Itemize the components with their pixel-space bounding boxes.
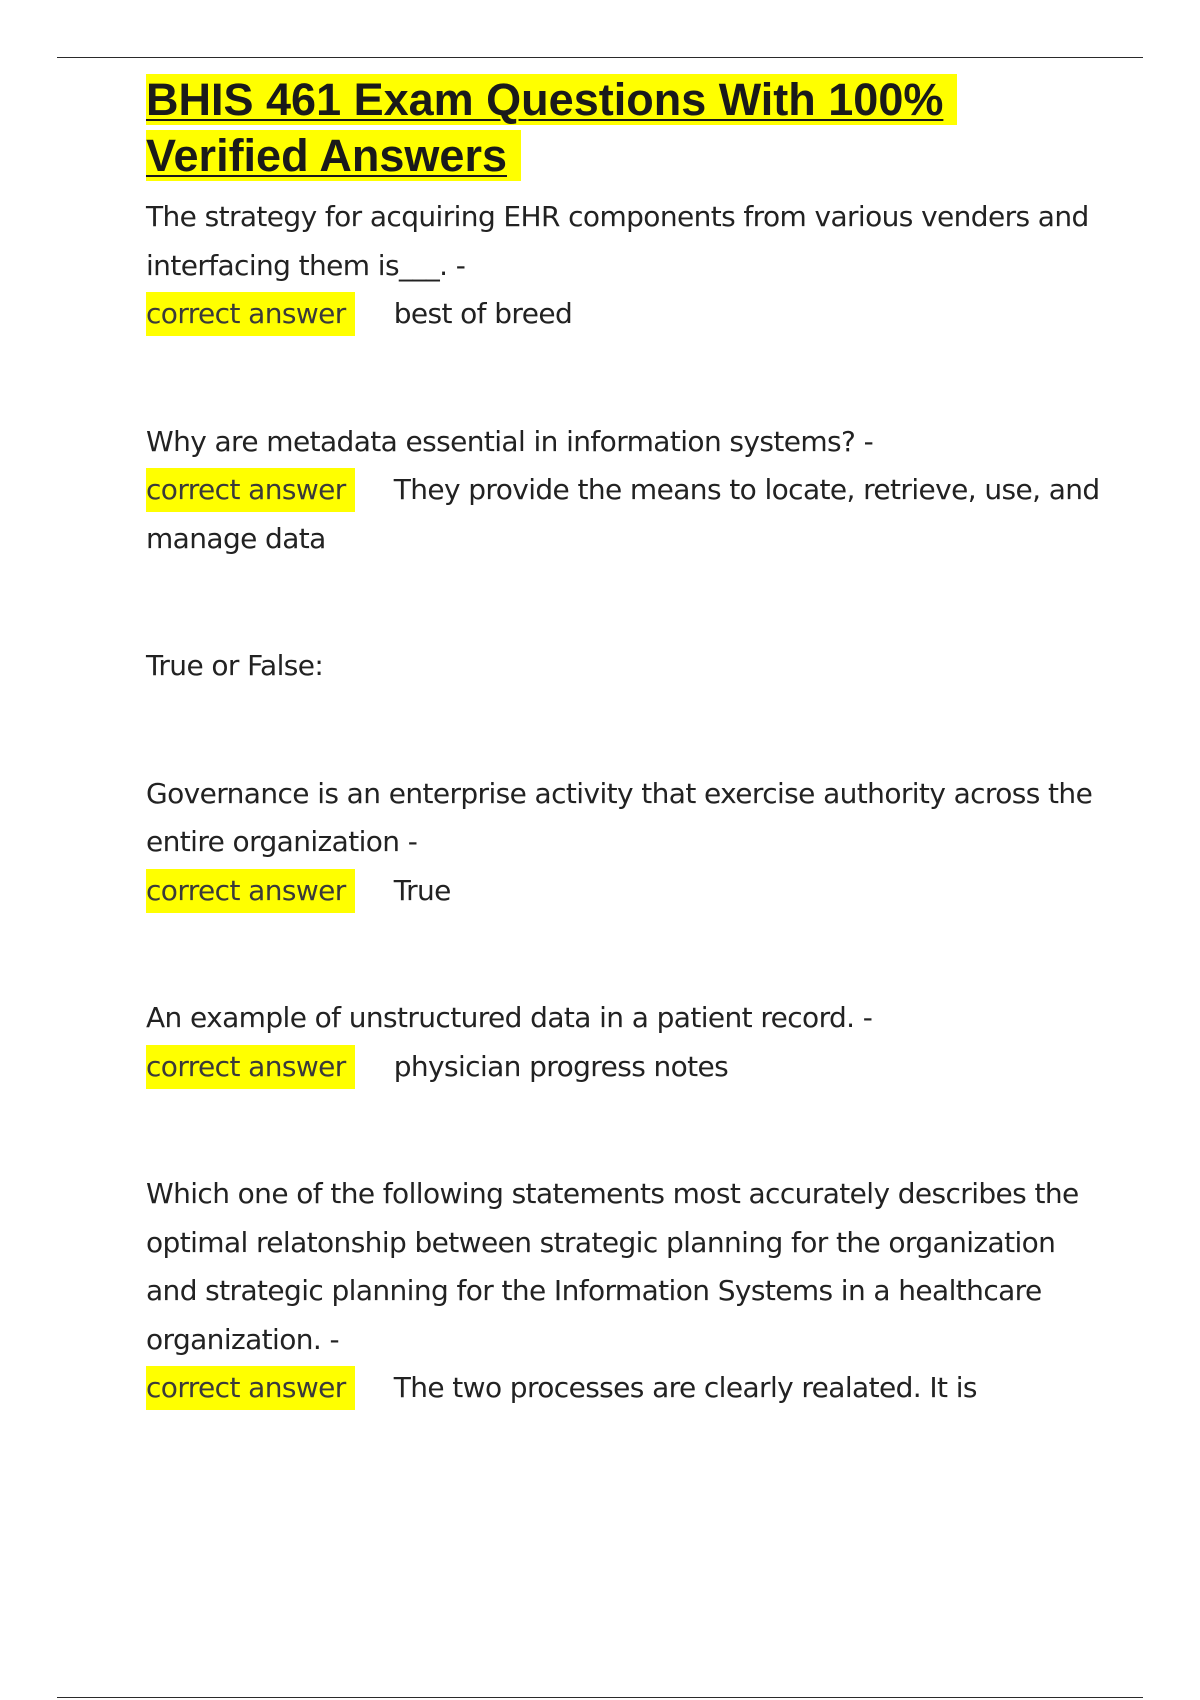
correct-answer-label: correct answer bbox=[146, 869, 355, 913]
question-text: Which one of the following statements most accurately describes the optimal relatonship between strategic planning for the organization and strategic planning for the Information Systems in a healthcare organization. - bbox=[146, 1177, 1079, 1356]
question-text: Why are metadata essential in information systems? - bbox=[146, 424, 874, 458]
answer-text: best of breed bbox=[393, 297, 573, 330]
answer-line bbox=[146, 1043, 1106, 1092]
title-line-1: BHIS 461 Exam Questions With 100% bbox=[146, 74, 957, 125]
document-body bbox=[146, 72, 1106, 1413]
qa-item-5 bbox=[146, 994, 1106, 1091]
qa-item-6 bbox=[146, 1170, 1106, 1413]
correct-answer-label: correct answer bbox=[146, 292, 355, 336]
title-line-2: Verified Answers bbox=[146, 130, 521, 181]
answer-line bbox=[146, 466, 1106, 563]
header-rule bbox=[57, 57, 1143, 58]
correct-answer-label: correct answer bbox=[146, 1366, 355, 1410]
question-text: Governance is an enterprise activity that exercise authority across the entire organization - bbox=[146, 776, 1093, 858]
answer-text: physician progress notes bbox=[393, 1049, 729, 1083]
answer-text: The two processes are clearly realated. It is bbox=[393, 1371, 977, 1404]
qa-item-3 bbox=[146, 642, 1106, 691]
qa-item-4 bbox=[146, 770, 1106, 916]
question-text: The strategy for acquiring EHR components from various venders and interfacing them is___. - bbox=[146, 200, 1089, 282]
document-title bbox=[146, 72, 1106, 184]
answer-line bbox=[146, 1364, 1106, 1413]
footer-rule bbox=[57, 1697, 1143, 1698]
answer-line bbox=[146, 867, 1106, 916]
answer-text: True bbox=[393, 873, 451, 907]
answer-text: They provide the means to locate, retrieve, use, and manage data bbox=[146, 473, 1100, 555]
qa-item-2 bbox=[146, 418, 1106, 564]
question-text: True or False: bbox=[146, 649, 324, 682]
question-text: An example of unstructured data in a patient record. - bbox=[146, 1001, 873, 1034]
answer-line bbox=[146, 290, 1106, 339]
correct-answer-label: correct answer bbox=[146, 1045, 355, 1089]
correct-answer-label: correct answer bbox=[146, 468, 355, 512]
qa-item-1 bbox=[146, 193, 1106, 339]
